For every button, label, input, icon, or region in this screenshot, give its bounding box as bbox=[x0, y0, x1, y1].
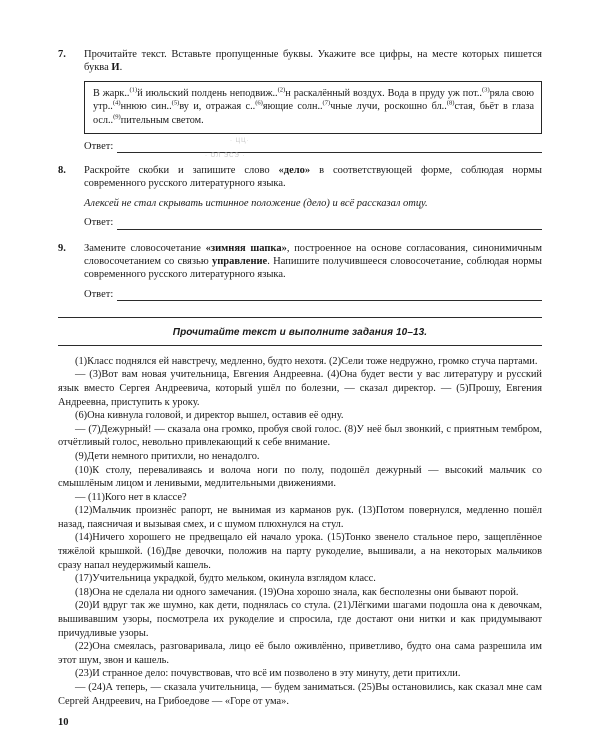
exercise-text-run: В жарк.. bbox=[93, 87, 130, 99]
passage-paragraph: — (3)Вот вам новая учительница, Евгения Андреевна. (4)Она будет вести у вас литературу и русский язык вместо Сергея Андреевича, который ушёл по болезни, — сказал директор. — (5)Прошу, Евгения Андреевна, приступить к уроку. bbox=[58, 369, 542, 408]
task-9-answer-label: Ответ: bbox=[84, 288, 114, 300]
scan-artifact: · ОЛ ЭСЭ · bbox=[205, 153, 246, 159]
reading-passage bbox=[58, 355, 542, 708]
gap-marker-5: (3) bbox=[481, 86, 490, 94]
task-7-answer-input[interactable] bbox=[117, 142, 542, 153]
reading-section-banner bbox=[58, 317, 542, 346]
task-7-answer-row bbox=[84, 140, 542, 153]
task-8-answer-row bbox=[84, 216, 542, 229]
task-7-stem-text: Прочитайте текст. Вставьте пропущенные буквы. Укажите все цифры, на месте которых пишется буква bbox=[84, 49, 542, 74]
task-7-stem-tail: . bbox=[119, 62, 123, 74]
passage-paragraph: (6)Она кивнула головой, и директор вышел, оставив её одну. bbox=[75, 410, 344, 422]
exercise-text-run: й июльский полдень неподвиж.. bbox=[137, 87, 278, 99]
task-8-answer-input[interactable] bbox=[117, 219, 542, 230]
task-8-answer-label: Ответ: bbox=[84, 217, 114, 229]
gap-marker-11: (6) bbox=[255, 100, 263, 108]
passage-paragraph: (1)Класс поднялся ей навстречу, медленно, будто нехотя. (2)Сели тоже недружно, громко стуча партами. bbox=[75, 355, 538, 367]
task-7-stem bbox=[84, 48, 542, 75]
gap-marker-3: (2) bbox=[277, 86, 286, 94]
passage-paragraph: (17)Учительница украдкой, будто мельком, окинула взглядом класс. bbox=[75, 573, 376, 585]
gap-marker-9: (5) bbox=[171, 100, 180, 108]
task-9-stem bbox=[84, 242, 542, 282]
task-9-answer-input[interactable] bbox=[117, 290, 542, 301]
passage-paragraph: (9)Дети немного притихли, но ненадолго. bbox=[75, 450, 260, 462]
task-9-number: 9. bbox=[58, 242, 66, 254]
task-9-stem-text-1: Замените словосочетание bbox=[84, 242, 206, 254]
exercise-text-run: пительным светом. bbox=[120, 115, 204, 126]
task-9-body bbox=[84, 242, 542, 302]
exercise-text-run: яющие солн.. bbox=[262, 101, 323, 113]
passage-paragraph: (12)Мальчик произнёс рапорт, не вынимая из карманов рук. (13)Потом повернулся, медленно пошёл назад, паясничая и вызывая смех, и с шумом плюхнулся на стул. bbox=[58, 505, 542, 530]
task-9-answer-row bbox=[84, 288, 542, 301]
task-9 bbox=[58, 242, 542, 302]
exercise-text-run: ву и, отражая с.. bbox=[179, 101, 256, 113]
task-7-number: 7. bbox=[58, 49, 66, 60]
task-9-stem-text-2: , построенное на основе согласования, синонимичным словосочетанием со связью bbox=[84, 242, 542, 268]
passage-paragraph: — (11)Кого нет в классе? bbox=[75, 491, 187, 503]
passage-paragraph: (14)Ничего хорошего не предвещало ей начало урока. (15)Тонко звенело стальное перо, защеплённое тяжёлой крышкой. (16)Две девочки, положив на парту рукоделие, вышивали, а на некоторых мальчиков сразу напал неудержимый кашель. bbox=[58, 532, 542, 571]
task-9-stem-text-3: . Напишите получившееся словосочетание, соблюдая нормы современного русского литературного языка. bbox=[84, 256, 542, 281]
passage-paragraph: (23)И странное дело: почувствовав, что всё им позволено в эту минуту, дети притихли. bbox=[75, 668, 461, 680]
passage-paragraph: (20)И вдруг так же шумно, как дети, поднялась со стула. (21)Лёгкими шагами подошла она к девочкам, вышивавшим узоры, посмотрела их рукоделие и спросила, где достают они нитки и как придумывают причудливые узоры. bbox=[58, 600, 542, 639]
gap-marker-7: (4) bbox=[112, 100, 121, 108]
task-8-stem-keyword: «дело» bbox=[278, 165, 311, 176]
exercise-text-run: стая, бьёт в глаза осл.. bbox=[93, 101, 534, 126]
task-8-number: 8. bbox=[58, 165, 66, 176]
scan-artifact: · ЦЦ· bbox=[230, 138, 250, 144]
task-8-example-sentence: Алексей не стал скрывать истинное положение (дело) и всё рассказал отцу. bbox=[84, 197, 428, 209]
exercise-text-run: чные лучи, роскошно бл.. bbox=[330, 101, 447, 113]
passage-paragraph: (22)Она смеялась, разговаривала, лицо её было оживлённо, приветливо, будто она сама разрешила им этот шум, звон и кашель. bbox=[58, 641, 542, 666]
task-8-stem bbox=[84, 164, 542, 191]
gap-marker-1: (1) bbox=[129, 86, 138, 94]
passage-paragraph: — (24)А теперь, — сказала учительница, — будем заниматься. (25)Вы остановились, как сказал мне сам Сергей Андреевич, на Грибоедове — «Горе от ума». bbox=[58, 682, 542, 707]
reading-section-title: Прочитайте текст и выполните задания 10–13. bbox=[172, 327, 428, 339]
task-7 bbox=[58, 48, 542, 153]
task-8-stem-text: Раскройте скобки и запишите слово bbox=[84, 165, 279, 176]
gap-marker-15: (8) bbox=[446, 100, 455, 108]
passage-paragraph: — (7)Дежурный! — сказала она громко, пробуя свой голос. (8)У неё был звонкий, с приятным тембром, отчётливый голос, невольно привлекающий к себе внимание. bbox=[58, 423, 542, 449]
passage-paragraph: (18)Она не сделала ни одного замечания. (19)Она хорошо знала, как бесполезны они бывают порой. bbox=[75, 586, 519, 598]
passage-paragraph: (10)К столу, переваливаясь и волоча ноги по полу, подошёл дежурный — высокий мальчик со смышлёным лицом и ленивыми, медлительными движениями. bbox=[58, 464, 542, 490]
gap-marker-17: (9) bbox=[113, 113, 121, 121]
task-8-body bbox=[84, 164, 542, 230]
exercise-text-run: ннюю син.. bbox=[120, 101, 172, 113]
exercise-text-run: ряла свою утр.. bbox=[93, 87, 535, 113]
page-number: 10 bbox=[58, 717, 69, 728]
task-8-stem-tail: в соответствующей форме, соблюдая нормы современного русского литературного языка. bbox=[84, 165, 542, 190]
exercise-text-run: н раскалённый воздух. Вода в пруду уж пот.. bbox=[285, 87, 482, 99]
task-9-stem-keyword-2: управление bbox=[211, 256, 268, 268]
task-9-stem-keyword-1: «зимняя шапка» bbox=[205, 242, 287, 254]
task-7-answer-label: Ответ: bbox=[84, 140, 114, 152]
task-8 bbox=[58, 164, 542, 230]
task-7-body bbox=[84, 48, 542, 153]
task-7-stem-keyword: И bbox=[111, 62, 120, 74]
task-7-exercise-box bbox=[84, 81, 542, 134]
gap-marker-13: (7) bbox=[322, 100, 331, 108]
